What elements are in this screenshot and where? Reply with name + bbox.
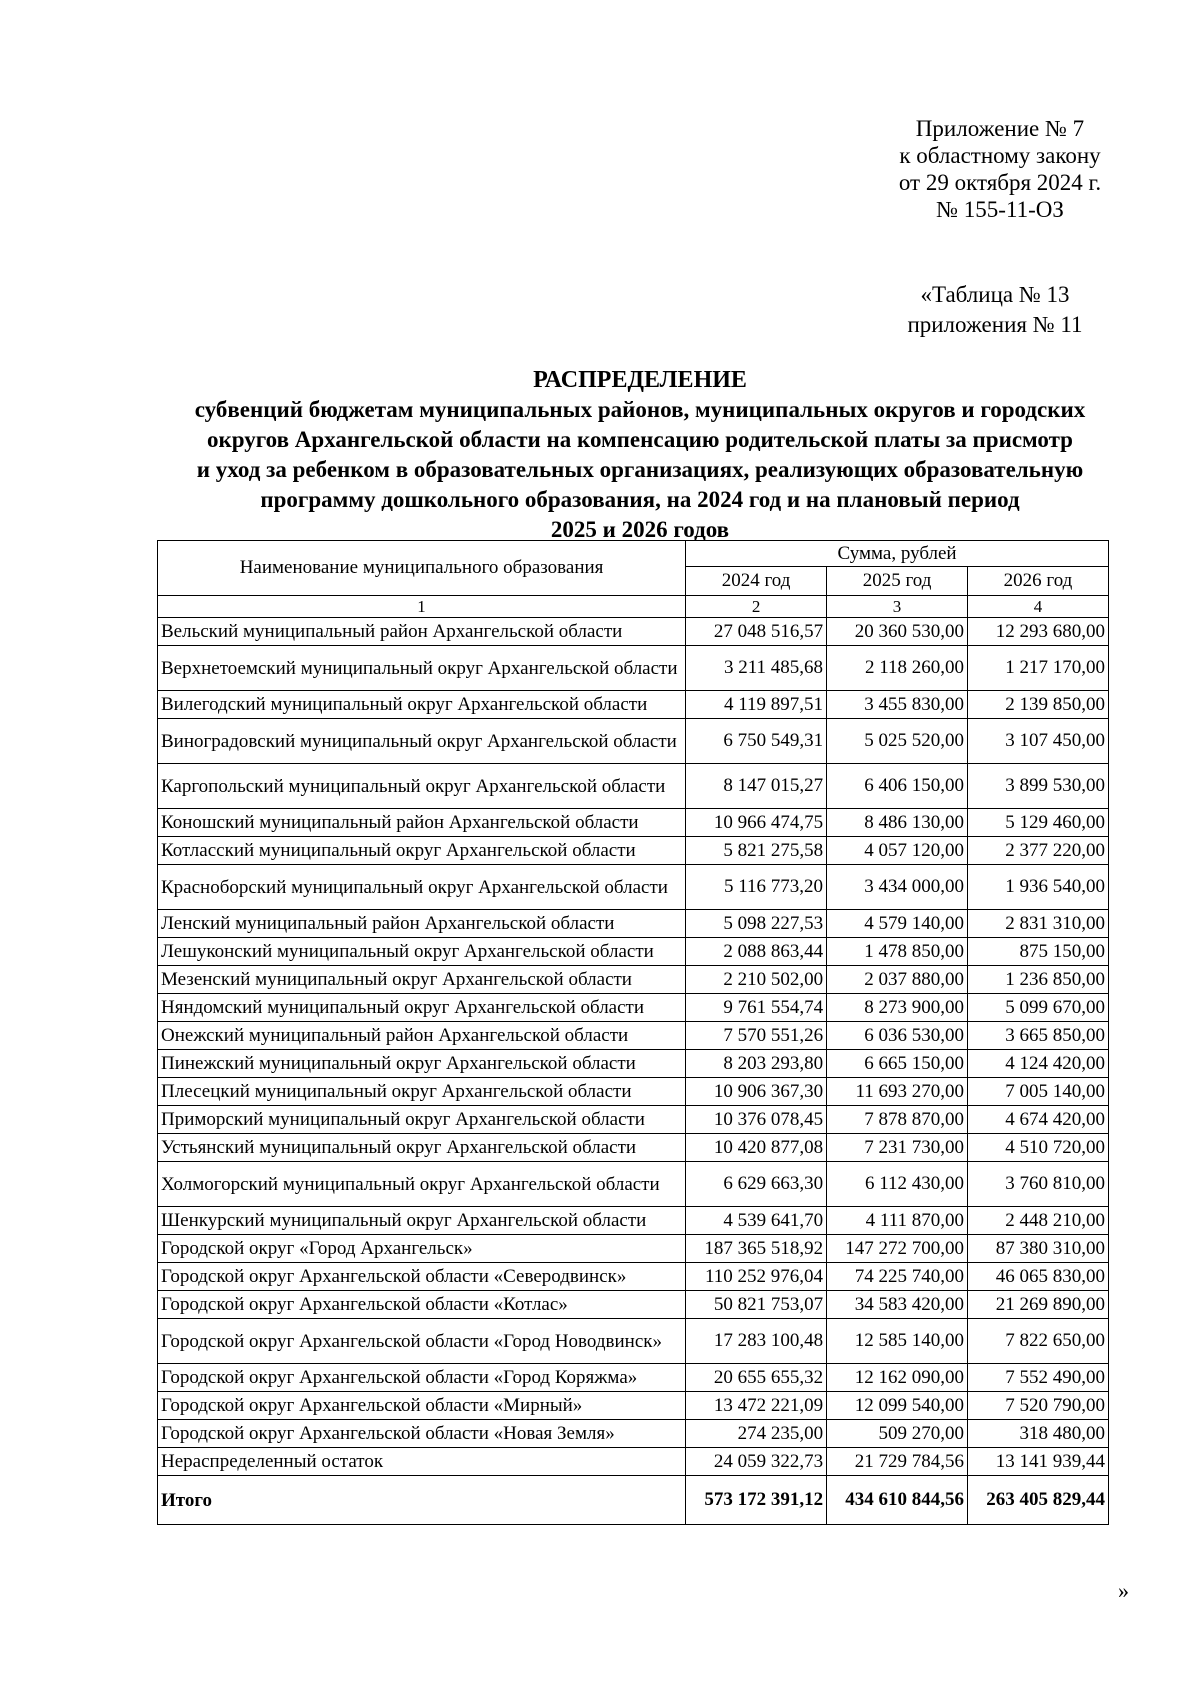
amount-2025: 12 099 540,00 (827, 1392, 968, 1420)
municipality-name: Виноградовский муниципальный округ Архангельской области (158, 719, 686, 764)
municipality-name: Ленский муниципальный район Архангельской области (158, 910, 686, 938)
amount-2024: 10 420 877,08 (686, 1134, 827, 1162)
amount-2025: 4 057 120,00 (827, 837, 968, 865)
municipality-name: Городской округ Архангельской области «Северодвинск» (158, 1263, 686, 1291)
title-subtitle-line: 2025 и 2026 годов (550, 517, 730, 542)
amount-2026: 46 065 830,00 (968, 1263, 1109, 1291)
header-year-2025: 2025 год (827, 567, 968, 596)
table-row (158, 1050, 1109, 1078)
table-row (158, 966, 1109, 994)
municipality-name: Каргопольский муниципальный округ Архангельской области (158, 764, 686, 809)
amount-2026: 7 552 490,00 (968, 1364, 1109, 1392)
amount-2025: 3 455 830,00 (827, 691, 968, 719)
total-label: Итого (158, 1476, 686, 1525)
amount-2024: 9 761 554,74 (686, 994, 827, 1022)
municipality-name: Няндомский муниципальный округ Архангельской области (158, 994, 686, 1022)
table-row (158, 1134, 1109, 1162)
municipality-name: Городской округ Архангельской области «Мирный» (158, 1392, 686, 1420)
amount-2024: 10 906 367,30 (686, 1078, 827, 1106)
amount-2025: 74 225 740,00 (827, 1263, 968, 1291)
amount-2026: 1 217 170,00 (968, 646, 1109, 691)
municipality-name: Верхнетоемский муниципальный округ Архангельской области (158, 646, 686, 691)
amount-2025: 7 878 870,00 (827, 1106, 968, 1134)
amount-2026: 3 107 450,00 (968, 719, 1109, 764)
amount-2026: 875 150,00 (968, 938, 1109, 966)
amount-2024: 17 283 100,48 (686, 1319, 827, 1364)
amount-2025: 3 434 000,00 (827, 865, 968, 910)
amount-2026: 7 520 790,00 (968, 1392, 1109, 1420)
header-year-2024: 2024 год (686, 567, 827, 596)
municipality-name: Котласский муниципальный округ Архангельской области (158, 837, 686, 865)
amount-2026: 2 448 210,00 (968, 1207, 1109, 1235)
amount-2024: 2 210 502,00 (686, 966, 827, 994)
amount-2024: 4 119 897,51 (686, 691, 827, 719)
total-row (158, 1476, 1109, 1525)
amount-2025: 7 231 730,00 (827, 1134, 968, 1162)
distribution-table (157, 540, 1109, 1525)
header-year-2026: 2026 год (968, 567, 1109, 596)
amount-2024: 10 376 078,45 (686, 1106, 827, 1134)
amount-2025: 6 665 150,00 (827, 1050, 968, 1078)
municipality-name: Городской округ Архангельской области «Новая Земля» (158, 1420, 686, 1448)
amount-2024: 6 629 663,30 (686, 1162, 827, 1207)
municipality-name: Нераспределенный остаток (158, 1448, 686, 1476)
amount-2025: 12 162 090,00 (827, 1364, 968, 1392)
amount-2026: 4 124 420,00 (968, 1050, 1109, 1078)
amount-2026: 4 674 420,00 (968, 1106, 1109, 1134)
amount-2024: 3 211 485,68 (686, 646, 827, 691)
municipality-name: Коношский муниципальный район Архангельской области (158, 809, 686, 837)
amount-2024: 8 203 293,80 (686, 1050, 827, 1078)
title-main: РАСПРЕДЕЛЕНИЕ (533, 367, 747, 393)
amount-2026: 87 380 310,00 (968, 1235, 1109, 1263)
amount-2025: 8 486 130,00 (827, 809, 968, 837)
document-title (150, 365, 1130, 545)
amount-2026: 3 760 810,00 (968, 1162, 1109, 1207)
table-row (158, 1448, 1109, 1476)
table-row (158, 910, 1109, 938)
table-row (158, 1022, 1109, 1050)
amount-2025: 2 037 880,00 (827, 966, 968, 994)
table-row (158, 938, 1109, 966)
amount-2026: 4 510 720,00 (968, 1134, 1109, 1162)
column-number: 4 (968, 596, 1109, 618)
municipality-name: Онежский муниципальный район Архангельской области (158, 1022, 686, 1050)
amount-2026: 7 005 140,00 (968, 1078, 1109, 1106)
amount-2026: 3 899 530,00 (968, 764, 1109, 809)
amount-2024: 110 252 976,04 (686, 1263, 827, 1291)
municipality-name: Красноборский муниципальный округ Архангельской области (158, 865, 686, 910)
table-note-line: приложения № 11 (907, 312, 1083, 337)
table-row (158, 809, 1109, 837)
amount-2024: 50 821 753,07 (686, 1291, 827, 1319)
amount-2026: 2 377 220,00 (968, 837, 1109, 865)
title-subtitle-line: округов Архангельской области на компенсацию родительской платы за присмотр (207, 427, 1073, 452)
amount-2024: 274 235,00 (686, 1420, 827, 1448)
amount-2026: 13 141 939,44 (968, 1448, 1109, 1476)
amount-2025: 509 270,00 (827, 1420, 968, 1448)
table-reference (880, 280, 1110, 340)
table-row (158, 1392, 1109, 1420)
municipality-name: Приморский муниципальный округ Архангельской области (158, 1106, 686, 1134)
municipality-name: Шенкурский муниципальный округ Архангельской области (158, 1207, 686, 1235)
municipality-name: Городской округ Архангельской области «Котлас» (158, 1291, 686, 1319)
header-sum: Сумма, рублей (686, 541, 1109, 567)
amount-2024: 2 088 863,44 (686, 938, 827, 966)
amount-2024: 4 539 641,70 (686, 1207, 827, 1235)
table-row (158, 764, 1109, 809)
table-row (158, 1291, 1109, 1319)
amount-2025: 21 729 784,56 (827, 1448, 968, 1476)
table-row (158, 1235, 1109, 1263)
title-subtitle-line: субвенций бюджетам муниципальных районов, муниципальных округов и городских (194, 397, 1086, 422)
amount-2025: 2 118 260,00 (827, 646, 968, 691)
table-row (158, 618, 1109, 646)
header-municipality: Наименование муниципального образования (158, 541, 686, 596)
table-note-line: «Таблица № 13 (920, 282, 1070, 307)
table-row (158, 1207, 1109, 1235)
table-row (158, 994, 1109, 1022)
amount-2024: 27 048 516,57 (686, 618, 827, 646)
column-number: 1 (158, 596, 686, 618)
municipality-name: Плесецкий муниципальный округ Архангельской области (158, 1078, 686, 1106)
amount-2025: 4 579 140,00 (827, 910, 968, 938)
amount-2026: 1 936 540,00 (968, 865, 1109, 910)
appendix-line: Приложение № 7 (915, 116, 1085, 141)
table-row (158, 1162, 1109, 1207)
table-row (158, 719, 1109, 764)
municipality-name: Вельский муниципальный район Архангельской области (158, 618, 686, 646)
amount-2026: 2 831 310,00 (968, 910, 1109, 938)
amount-2026: 3 665 850,00 (968, 1022, 1109, 1050)
column-number: 3 (827, 596, 968, 618)
amount-2025: 11 693 270,00 (827, 1078, 968, 1106)
amount-2024: 5 821 275,58 (686, 837, 827, 865)
amount-2025: 20 360 530,00 (827, 618, 968, 646)
amount-2024: 10 966 474,75 (686, 809, 827, 837)
amount-2025: 4 111 870,00 (827, 1207, 968, 1235)
amount-2025: 6 036 530,00 (827, 1022, 968, 1050)
appendix-line: к областному закону (899, 143, 1101, 168)
column-number: 2 (686, 596, 827, 618)
title-subtitle-line: программу дошкольного образования, на 2024 год и на плановый период (260, 487, 1020, 512)
appendix-reference (870, 115, 1130, 223)
table-row (158, 1420, 1109, 1448)
amount-2026: 1 236 850,00 (968, 966, 1109, 994)
appendix-line: от 29 октября 2024 г. (898, 170, 1102, 195)
amount-2025: 147 272 700,00 (827, 1235, 968, 1263)
amount-2024: 6 750 549,31 (686, 719, 827, 764)
amount-2026: 5 099 670,00 (968, 994, 1109, 1022)
table-row (158, 1263, 1109, 1291)
amount-2025: 1 478 850,00 (827, 938, 968, 966)
total-2024: 573 172 391,12 (686, 1476, 827, 1525)
table-row (158, 1364, 1109, 1392)
table-row (158, 837, 1109, 865)
municipality-name: Вилегодский муниципальный округ Архангельской области (158, 691, 686, 719)
amount-2024: 7 570 551,26 (686, 1022, 827, 1050)
municipality-name: Городской округ Архангельской области «Город Коряжма» (158, 1364, 686, 1392)
amount-2026: 318 480,00 (968, 1420, 1109, 1448)
municipality-name: Городской округ «Город Архангельск» (158, 1235, 686, 1263)
amount-2025: 8 273 900,00 (827, 994, 968, 1022)
amount-2026: 2 139 850,00 (968, 691, 1109, 719)
amount-2025: 5 025 520,00 (827, 719, 968, 764)
table-row (158, 1106, 1109, 1134)
appendix-line: № 155-11-ОЗ (936, 197, 1064, 222)
amount-2026: 12 293 680,00 (968, 618, 1109, 646)
amount-2024: 20 655 655,32 (686, 1364, 827, 1392)
table-body (158, 618, 1109, 1525)
municipality-name: Мезенский муниципальный округ Архангельской области (158, 966, 686, 994)
amount-2026: 5 129 460,00 (968, 809, 1109, 837)
municipality-name: Холмогорский муниципальный округ Архангельской области (158, 1162, 686, 1207)
amount-2024: 5 098 227,53 (686, 910, 827, 938)
table-row (158, 691, 1109, 719)
amount-2024: 187 365 518,92 (686, 1235, 827, 1263)
municipality-name: Пинежский муниципальный округ Архангельской области (158, 1050, 686, 1078)
title-subtitle-line: и уход за ребенком в образовательных организациях, реализующих образовательную (196, 457, 1084, 482)
total-2025: 434 610 844,56 (827, 1476, 968, 1525)
municipality-name: Лешуконский муниципальный округ Архангельской области (158, 938, 686, 966)
municipality-name: Устьянский муниципальный округ Архангельской области (158, 1134, 686, 1162)
table-row (158, 646, 1109, 691)
municipality-name: Городской округ Архангельской области «Город Новодвинск» (158, 1319, 686, 1364)
amount-2025: 34 583 420,00 (827, 1291, 968, 1319)
table-row (158, 865, 1109, 910)
amount-2024: 24 059 322,73 (686, 1448, 827, 1476)
table-row (158, 1319, 1109, 1364)
amount-2025: 6 112 430,00 (827, 1162, 968, 1207)
amount-2024: 5 116 773,20 (686, 865, 827, 910)
closing-quote: » (1118, 1578, 1129, 1603)
amount-2025: 6 406 150,00 (827, 764, 968, 809)
amount-2026: 21 269 890,00 (968, 1291, 1109, 1319)
amount-2024: 8 147 015,27 (686, 764, 827, 809)
amount-2024: 13 472 221,09 (686, 1392, 827, 1420)
amount-2025: 12 585 140,00 (827, 1319, 968, 1364)
amount-2026: 7 822 650,00 (968, 1319, 1109, 1364)
total-2026: 263 405 829,44 (968, 1476, 1109, 1525)
table-row (158, 1078, 1109, 1106)
